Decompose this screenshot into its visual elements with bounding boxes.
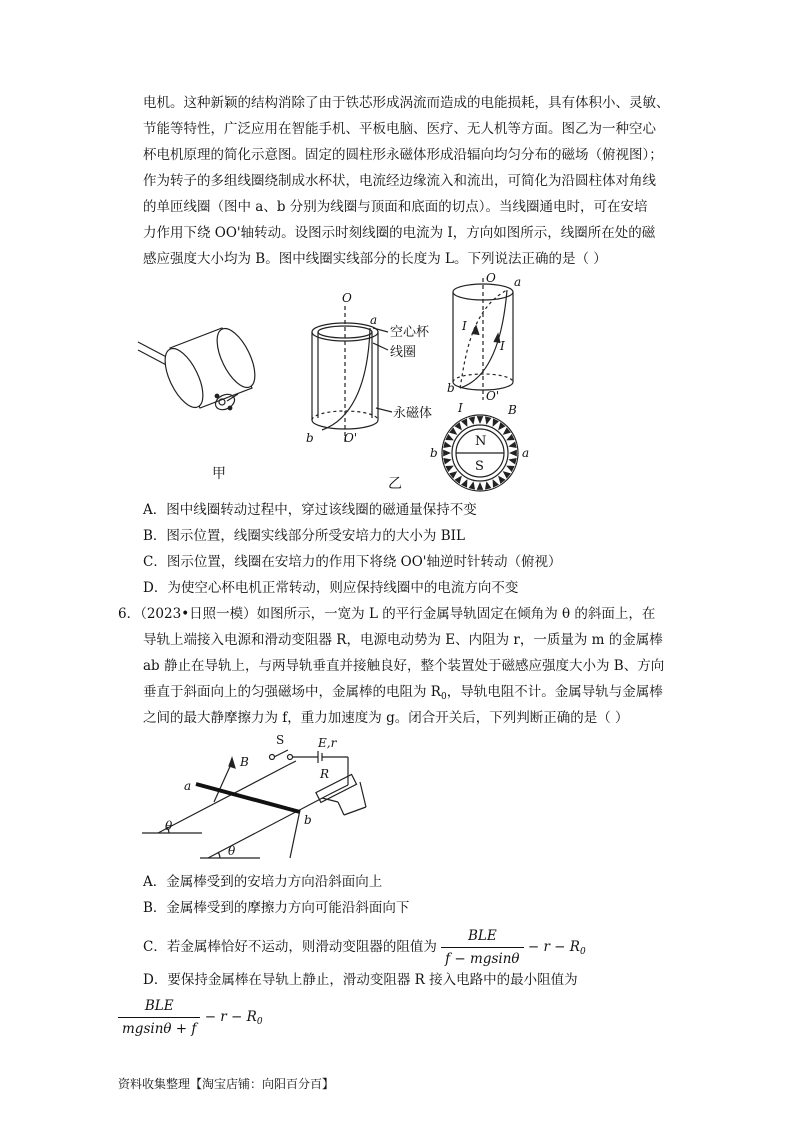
- label-B-top: B: [508, 403, 517, 417]
- label-O-right: O: [486, 271, 496, 285]
- q5-line-4: 作为转子的多组线圈绕制成水杯状，电流经边缘流入和流出，可简化为沿圆柱体对角线: [143, 173, 656, 189]
- radial-field-mark: [509, 450, 517, 457]
- label-theta-right: θ: [228, 844, 236, 858]
- q6-line-5: 之间的最大静摩擦力为 f，重力加速度为 g。闭合开关后，下列判断正确的是（ ）: [143, 710, 629, 726]
- q6-option-d-tail: − r − R: [200, 1009, 257, 1025]
- radial-field-mark: [443, 450, 451, 457]
- label-b-top: b: [430, 446, 438, 460]
- radial-field-mark: [477, 482, 484, 490]
- r0-subscript: 0: [440, 692, 447, 702]
- q6-option-d-numerator: BLE: [118, 996, 200, 1018]
- label-N: N: [475, 434, 487, 449]
- q6-option-d-formula: [118, 996, 263, 1039]
- radial-field-mark: [443, 442, 451, 448]
- label-a-left: a: [370, 313, 378, 327]
- label-b-left: b: [306, 431, 314, 445]
- radial-field-mark: [485, 416, 491, 424]
- label-Er: E,r: [318, 736, 337, 750]
- q6-line-4a: 垂直于斜面向上的匀强磁场中，金属棒的电阻为 R: [143, 684, 441, 700]
- radial-field-mark: [469, 481, 475, 489]
- q5-option-b: B．图示位置，线圈实线部分所受安培力的大小为 BIL: [143, 528, 465, 544]
- label-theta-left: θ: [165, 819, 173, 833]
- radial-field-mark: [508, 442, 516, 448]
- label-I-top: I: [458, 401, 463, 415]
- q5-option-c: C．图示位置，线圈在安培力的作用下将绕 OO'轴逆时针转动（俯视）: [143, 554, 562, 570]
- label-O2-right: O': [486, 389, 500, 403]
- label-I-1: I: [462, 319, 467, 333]
- q5-line-7: 感应强度大小均为 B。图中线圈实线部分的长度为 L。下列说法正确的是（ ）: [143, 251, 607, 267]
- label-b-rod: b: [304, 813, 312, 827]
- q6-line-4b: ，导轨电阻不计。金属导轨与金属棒: [446, 684, 663, 700]
- top-view: [442, 415, 518, 491]
- q6-option-d-denominator: mgsinθ + f: [122, 1021, 197, 1037]
- metal-rod: [196, 784, 300, 812]
- q6-option-b: B．金属棒受到的摩擦力方向可能沿斜面向下: [143, 900, 410, 916]
- q5-line-6: 力作用下绕 OO'轴转动。设图示时刻线圈的电流为 I，方向如图所示，线圈所在处的磁: [143, 225, 656, 241]
- q6-option-c-sub: 0: [579, 947, 586, 957]
- label-S-switch: S: [276, 733, 285, 747]
- label-yi: 乙: [388, 476, 402, 492]
- q5-option-a: A．图中线圈转动过程中，穿过该线圈的磁通量保持不变: [143, 502, 477, 518]
- q6-option-c-fraction: [441, 926, 523, 969]
- q5-line-5: 的单匝线圈（图中 a、b 分别为线圈与顶面和底面的切点）。当线圈通电时，可在安培: [143, 199, 648, 215]
- q6-line-4: [143, 682, 663, 707]
- q5-figure: [130, 270, 550, 495]
- radial-field-mark: [477, 416, 484, 424]
- q6-option-c-denominator: f − mgsinθ: [445, 951, 520, 967]
- q5-option-d: D．为使空心杯电机正常转动，则应保持线圈中的电流方向不变: [143, 580, 519, 596]
- label-O-left: O: [342, 291, 352, 305]
- q6-line-1: 6．（2023•日照一模）如图所示，一宽为 L 的平行金属导轨固定在倾角为 θ 的斜面上，在: [118, 606, 656, 622]
- label-I-2: I: [500, 339, 505, 353]
- q5-line-2: 节能等特性，广泛应用在智能手机、平板电脑、医疗、无人机等方面。图乙为一种空心: [143, 121, 656, 137]
- q6-option-d-sub: 0: [256, 1017, 263, 1027]
- q6-figure: [140, 730, 370, 870]
- label-b-right: b: [447, 381, 455, 395]
- q6-option-a: A．金属棒受到的安培力方向沿斜面向上: [143, 874, 383, 890]
- radial-field-mark: [508, 458, 516, 464]
- radial-field-mark: [485, 481, 491, 489]
- q6-option-c-numerator: BLE: [441, 926, 523, 948]
- label-jia: 甲: [212, 466, 226, 482]
- label-a-top: a: [522, 446, 530, 460]
- motor-illustration: [138, 323, 263, 413]
- label-O2-left: O': [344, 431, 358, 445]
- cup-cylinder: [312, 306, 392, 442]
- footer-source: 资料收集整理【淘宝店铺：向阳百分百】: [118, 1077, 335, 1091]
- label-magnet: 永磁体: [393, 406, 433, 421]
- q6-option-d-fraction: [118, 996, 200, 1039]
- q6-option-c: [143, 926, 586, 969]
- rail-upper: [158, 765, 288, 833]
- b-end-vertical: [290, 810, 300, 858]
- radial-field-mark: [469, 416, 475, 424]
- label-B: B: [240, 755, 249, 769]
- q6-line-2: 导轨上端接入电源和滑动变阻器 R，电源电动势为 E、内阻为 r，一质量为 m 的金属棒: [143, 632, 663, 648]
- label-a-rod: a: [184, 779, 192, 793]
- rail-upper-top: [288, 761, 296, 765]
- q6-option-c-text: C．若金属棒恰好不运动，则滑动变阻器的阻值为: [143, 939, 437, 955]
- label-R: R: [320, 767, 330, 781]
- radial-field-mark: [443, 458, 451, 464]
- q6-option-c-tail: − r − R: [523, 939, 580, 955]
- label-a-right: a: [514, 275, 522, 289]
- q6-option-d: D．要保持金属棒在导轨上静止，滑动变阻器 R 接入电路中的最小阻值为: [143, 972, 578, 988]
- label-coil: 线圈: [390, 345, 417, 360]
- label-cup: 空心杯: [390, 325, 430, 340]
- q5-line-1: 电机。这种新颖的结构消除了由于铁芯形成涡流而造成的电能损耗，具有体积小、灵敏、: [143, 95, 670, 111]
- q5-line-3: 杯电机原理的简化示意图。固定的圆柱形永磁体形成沿辐向均匀分布的磁场（俯视图）；: [143, 147, 663, 163]
- q6-line-3: ab 静止在导轨上，与两导轨垂直并接触良好，整个装置处于磁感应强度大小为 B、方向: [143, 658, 665, 674]
- label-S: S: [475, 459, 484, 474]
